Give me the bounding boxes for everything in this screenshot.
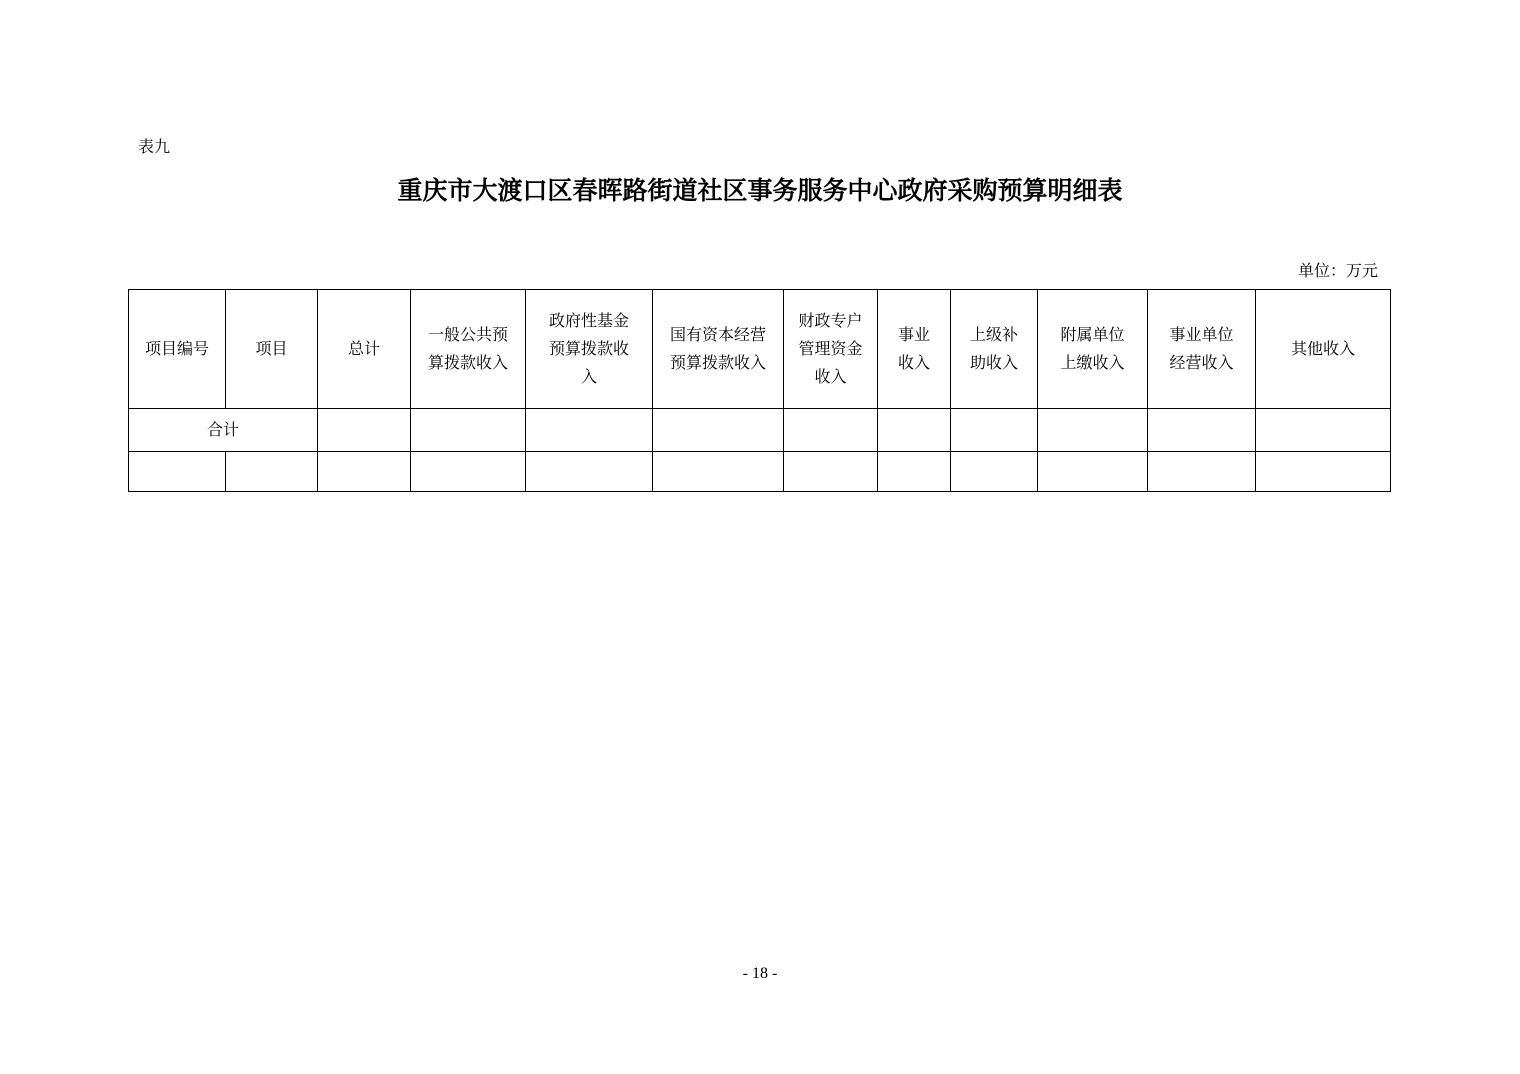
page-number: - 18 - [742,965,778,982]
table-cell [1256,409,1391,452]
table-cell [784,452,878,492]
table-cell [951,409,1038,452]
header-project: 项目 [226,290,318,409]
header-other-income: 其他收入 [1256,290,1391,409]
header-affiliated-remittance: 附属单位 上缴收入 [1038,290,1148,409]
header-project-code: 项目编号 [129,290,226,409]
table-cell [1148,409,1256,452]
table-row [129,452,1391,492]
table-cell [951,452,1038,492]
header-fiscal-special-account: 财政专户 管理资金 收入 [784,290,878,409]
header-institution-operating: 事业单位 经营收入 [1148,290,1256,409]
unit-note: 单位：万元 [1297,261,1378,280]
table-cell [526,409,653,452]
header-row [129,290,1391,409]
table-cell [318,452,411,492]
table-label: 表九 [138,137,171,156]
header-state-capital-budget: 国有资本经营 预算拨款收入 [653,290,784,409]
total-row [129,409,1391,452]
header-general-public-budget: 一般公共预 算拨款收入 [411,290,526,409]
table-cell [226,452,318,492]
table-cell [1148,452,1256,492]
table-cell [318,409,411,452]
table-cell [526,452,653,492]
table-cell [411,452,526,492]
total-row-label: 合计 [129,409,318,452]
table-cell [411,409,526,452]
table-cell [878,452,951,492]
header-gov-fund-budget: 政府性基金 预算拨款收 入 [526,290,653,409]
table-cell [653,452,784,492]
header-institution-income: 事业 收入 [878,290,951,409]
table-cell [1038,409,1148,452]
table-cell [129,452,226,492]
table-cell [1038,452,1148,492]
document-title: 重庆市大渡口区春晖路街道社区事务服务中心政府采购预算明细表 [397,176,1123,205]
procurement-budget-table [128,289,1391,492]
table-cell [878,409,951,452]
header-total: 总计 [318,290,411,409]
table-cell [653,409,784,452]
header-superior-subsidy: 上级补 助收入 [951,290,1038,409]
table-cell [784,409,878,452]
table-cell [1256,452,1391,492]
